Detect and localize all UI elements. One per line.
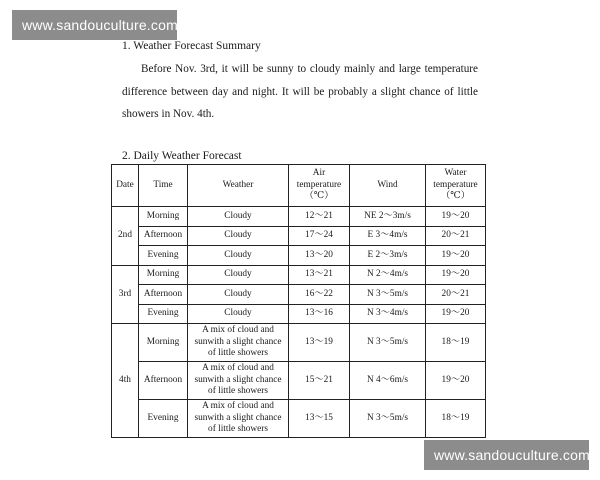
- table-header-row: [112, 165, 486, 207]
- daily-forecast-table: [111, 164, 486, 438]
- time-cell: Evening: [139, 400, 188, 438]
- table-row: [112, 226, 486, 246]
- air-temp-cell: 12～21: [289, 207, 350, 227]
- wind-cell: N 3～5m/s: [350, 285, 426, 305]
- air-temp-cell: 13～20: [289, 246, 350, 266]
- header-weather: Weather: [188, 165, 289, 207]
- weather-cell: Cloudy: [188, 246, 289, 266]
- table-row: [112, 207, 486, 227]
- time-cell: Morning: [139, 207, 188, 227]
- header-date: Date: [112, 165, 139, 207]
- header-time: Time: [139, 165, 188, 207]
- air-temp-cell: 13～16: [289, 304, 350, 324]
- air-temp-cell: 16～22: [289, 285, 350, 305]
- weather-cell: A mix of cloud and sunwith a slight chance of little showers: [188, 362, 289, 400]
- wind-cell: NE 2～3m/s: [350, 207, 426, 227]
- water-temp-cell: 20～21: [426, 285, 486, 305]
- time-cell: Morning: [139, 324, 188, 362]
- table-row: [112, 362, 486, 400]
- time-cell: Afternoon: [139, 362, 188, 400]
- wind-cell: E 3～4m/s: [350, 226, 426, 246]
- table-row: [112, 304, 486, 324]
- summary-heading: 1. Weather Forecast Summary: [122, 40, 261, 52]
- water-temp-cell: 18～19: [426, 400, 486, 438]
- table-row: [112, 400, 486, 438]
- weather-cell: A mix of cloud and sunwith a slight chance of little showers: [188, 324, 289, 362]
- air-temp-cell: 13～15: [289, 400, 350, 438]
- wind-cell: E 2～3m/s: [350, 246, 426, 266]
- table-row: [112, 324, 486, 362]
- table-row: [112, 246, 486, 266]
- wind-cell: N 3～5m/s: [350, 324, 426, 362]
- summary-paragraph: Before Nov. 3rd, it will be sunny to cloudy mainly and large temperature difference between day and night. It will be probably a slight chance of little showers in Nov. 4th.: [122, 63, 478, 120]
- date-cell: 3rd: [112, 265, 139, 324]
- weather-cell: Cloudy: [188, 285, 289, 305]
- watermark-bottom: www.sandouculture.com: [424, 440, 589, 470]
- wind-cell: N 2～4m/s: [350, 265, 426, 285]
- table-row: [112, 285, 486, 305]
- daily-forecast-heading: 2. Daily Weather Forecast: [122, 150, 242, 162]
- air-temp-cell: 13～19: [289, 324, 350, 362]
- weather-cell: A mix of cloud and sunwith a slight chance of little showers: [188, 400, 289, 438]
- air-temp-cell: 17～24: [289, 226, 350, 246]
- wind-cell: N 3～4m/s: [350, 304, 426, 324]
- water-temp-cell: 18～19: [426, 324, 486, 362]
- header-air-temperature: Air temperature （℃）: [289, 165, 350, 207]
- wind-cell: N 4～6m/s: [350, 362, 426, 400]
- header-wind: Wind: [350, 165, 426, 207]
- weather-cell: Cloudy: [188, 265, 289, 285]
- table-row: [112, 265, 486, 285]
- weather-cell: Cloudy: [188, 226, 289, 246]
- time-cell: Evening: [139, 246, 188, 266]
- time-cell: Afternoon: [139, 226, 188, 246]
- date-cell: 2nd: [112, 207, 139, 266]
- weather-cell: Cloudy: [188, 304, 289, 324]
- water-temp-cell: 19～20: [426, 265, 486, 285]
- wind-cell: N 3～5m/s: [350, 400, 426, 438]
- air-temp-cell: 13～21: [289, 265, 350, 285]
- watermark-top: www.sandouculture.com: [12, 10, 177, 40]
- time-cell: Afternoon: [139, 285, 188, 305]
- header-water-temperature: Water temperature （℃）: [426, 165, 486, 207]
- water-temp-cell: 19～20: [426, 304, 486, 324]
- water-temp-cell: 19～20: [426, 207, 486, 227]
- time-cell: Morning: [139, 265, 188, 285]
- date-cell: 4th: [112, 324, 139, 438]
- water-temp-cell: 19～20: [426, 362, 486, 400]
- water-temp-cell: 20～21: [426, 226, 486, 246]
- weather-cell: Cloudy: [188, 207, 289, 227]
- air-temp-cell: 15～21: [289, 362, 350, 400]
- time-cell: Evening: [139, 304, 188, 324]
- water-temp-cell: 19～20: [426, 246, 486, 266]
